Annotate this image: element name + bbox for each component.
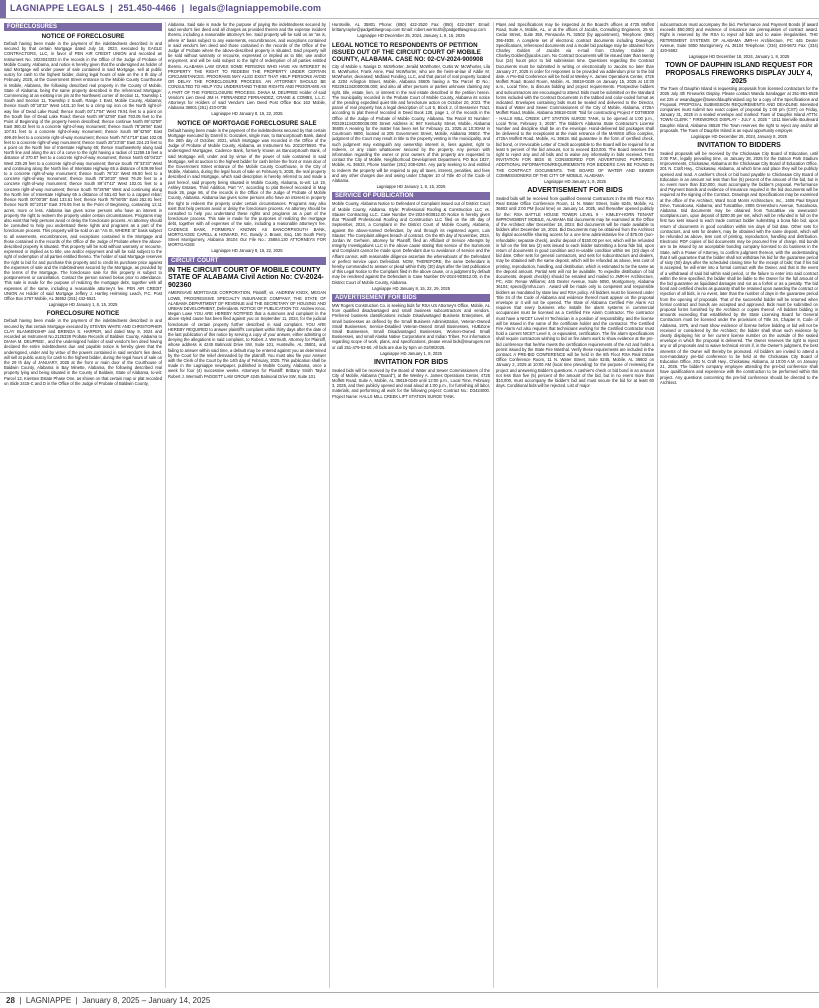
notice-publication-line: Lagniappe HD December 25, 2024, January 8, 2025 xyxy=(691,134,787,140)
header-phone: 251.450-4466 xyxy=(118,3,177,13)
notice-title: TOWN OF DAUPHIN ISLAND REQUEST FOR PROPOSALS FIREWORKS DISPLAY JULY 4, 2025 xyxy=(665,62,813,85)
page-header xyxy=(0,0,819,19)
section-band-service-of-publication: SERVICE OF PUBLICATION xyxy=(332,192,490,200)
notice-body: Mobile County, Alabama Notice to Defendant of Complaint issued out of District Court of Mobile County, Alabama. Style: Professional Roofing & Construction LLC vs. Stauter Contracting LLC. Case Number DV-2024-903812.00 Notice is hereby given that "Plaintiff Professional Roofing and Construction LLC filed on the 4th day of September, 2024, a Complaint in the District Court of Mobile County, Alabama, against the above-named Defendant, by and through its registered agent, Lois Stauter. The Complaint alleges breach of contract. On the 6th day of November, 2024, Jordan W. Gerheim, attorney for Plaintiff, filed an Affidavit of Service Attempts by Integrity Investigations LLC in the above cause stating that service of the Summons and Complaint cannot be made upon Defendant due to avoidance of service and the Affiant cannot, with reasonable diligence ascertain the whereabouts of the Defendant or perfect service upon Defendant. NOW, THEREFORE, the same Defendant is hereby commanded to answer or plead within thirty (30) days after the last publication of this Legal Notice to the Complaint filed in the above cause, or a judgment by default may be rendered against the Defendant in Case Number DV-2024-903812.00, in the District Court of Mobile County, Alabama. xyxy=(332,201,490,285)
column-4 xyxy=(496,22,654,990)
section-band-advertisement-for-bids: ADVERTISEMENT FOR BIDS xyxy=(332,294,490,302)
header-accent-bar xyxy=(0,0,6,18)
header-text: LAGNIAPPE LEGALS | 251.450-4466 | legals@lagniappemobile.com xyxy=(10,3,322,13)
notice-publication-line: Lagniappe HD January 1, 8, 2025 xyxy=(380,350,442,356)
court-title: IN THE CIRCUIT COURT OF MOBILE COUNTY STATE OF ALABAMA Civil Action No: CV-2024-902360 xyxy=(168,266,324,289)
notice-body: Sealed bids will be received from qualified General Contractors in the 8th Floor RSA Real Estate Office Conference Room, 11 N. Water Street, Suite 8245, Mobile, AL 36602 until 2:00 PM (local time) on January 14, 2025, and thereafter opened publicly for the: RSA BATTLE HOUSE TOWER LEVEL 9 - KIMLEY-HORN TENANT IMPROVEMENT MOBILE, ALABAMA Bid documents may be examined at the Office of the Architect after December 18, 2024. Bid documents will be made available to bidders after December 18, 2024. Bid Documents may be obtained from the Architect by digital access/file sharing access for a one time administrative fee of $75.00 (non-refundable; separate check), and/or deposit of $150.00 per set, which will be refunded in full on the first two (2) sets issued to each bidder submitting a bona fide bid, upon return of documents in good condition and re-usable condition within ten (10) days of bid date. Other sets for general contractors, and sets for subcontractors and dealers, may be obtained with the same deposit, which will be refunded as above, less cost of printing, reproduction, handling, and distribution, which is estimated to be the same as the deposit amount. Partial sets will not be available. To expedite distribution of bid documents, deposit check(s) should be emailed and mailed to JMR+H Architecture, PC, Attn: Renae Williams; 445 Dexter Avenue, Suite 5050, Montgomery, Alabama 36104; specs@jmrha.com . Award will be made only to competent and responsible bidders as mandated by state law and RSA policy. All bidders must be licensed under Title 34 of the Code of Alabama and evidence thereof must appear on the proposal envelope or it will not be opened. The State of Alabama Certified Fire Alarm Act requires that every business who installs fire alarm systems in commercial occupancies must be licensed as a Certified Fire Alarm Contractor. The contractor must have a NICET Level III Technician in a position of responsibility, and the license will be issued in the name of the certificate holder and the contractor. The Certified Fire Alarm Act also requires that technicians working for the Certified Contractor must hold a current NICET Level II, or equivalent, certification. The fire alarm specifications shall require contractors wishing to bid on fire alarm work to show evidence at the pre-bid conference that he/she meets the certification requirements of the Act and holds a permit issued by the State Fire Marshal. Verify these requirements are included in the contract. A PRE-BID CONFERENCE will be held in the 8th Floor RSA Real Estate Office Conference Room, 11 N. Water Street, Suite 8245, Mobile, AL 36602 on January 2, 2025 at 10:00 AM (local time prevailing) for the purpose of reviewing the project and answering Bidder's questions. A cashier's check or bid bond in an amount not less than five (5) percent of the amount of the bid, but in no event more than $10,000, must accompany the bidder's bid and must secure the bid for at least 60 days. Conditional bids will be rejected. List of major xyxy=(496,195,654,389)
column-3 xyxy=(332,22,490,990)
notice-body: MW Rogers Construction Co. is seeking bids for RSA US Attorney's Office, Mobile, AL from qualified disadvantaged and small business subcontractors and vendors. Preferred business classifications include Disadvantaged Business Enterprises, all small businesses as defined by the Small Business Administration, Veteran-Owned Small Businesses, Service-Disabled Veteran-Owned Small Businesses, HUBZone Small Businesses, Small Disadvantaged Businesses, Women-Owned Small Businesses, and small Alaska Native Corporations and Indian Tribes. For information regarding scope of work, plans, and specifications, please email bids@mwrogers.net or call 251-479-53-50. All bids are due by 5pm on 01/08/2025. xyxy=(332,302,490,350)
notice-publication-line: Lagniappe HD January 1, 8, 15, 2025 xyxy=(376,184,446,190)
notice-body: Huntsville, AL 35801 Phone: (850) 422-2520 Fax: (850) 422-2567 Email: brittany.taylor@padgettlawgroup.com Email: robert.wermuth@padgettlawgroup.com xyxy=(332,22,490,33)
notice-title: ADVERTISEMENT FOR BIDS xyxy=(527,187,623,195)
notice-body: Default having been made in the payment of the indebtedness secured by that certain Mortgage executed by Darrell S. Gonzales, single man, to BancorpSouth Bank, dated the 26th day of October, 2021, which Mortgage was recorded in the Office of the Judge of Probate of Mobile County, Alabama, as Instrument No. 2021075593. The undersigned Mortgagee, Cadence Bank, formerly known as BancorpSouth Bank, of said Mortgage will, under and by virtue of the power of sale contained in said Mortgage, sell at auction to the highest bidder for cash before the front or main door of the Government Street entrance of the Mobile County Courthouse, in the City of Mobile, Alabama, during the legal hours of sale on February 5, 2025, the real property described in said Mortgage, which said description is hereby referred to and made a part hereof, said property being situated in Mobile County, Alabama, to-wit: Lot 19, Ashley Estates, Third Addition, Part "A", according to plat thereof recorded in Map Book 26, page 86, of the records in the Office of the Judge of Probate of Mobile County, Alabama. Alabama law gives some persons who have an interest in property the right to redeem the property under certain circumstances. Programs may also exist that help persons avoid or delay the foreclosure process. An attorney should be consulted to help you understand these rights and programs as a part of the foreclosure process. This sale is made for the purposes of realizing the mortgage debt, together with all expenses of the sale, including a reasonable attorney's fee. CADENCE BANK, FORMERLY KNOWN AS BANCORPSOUTH BANK, MORTGAGEE CAPELL & HOWARD, P.C. Bowdy J. Brown, Esq. 150 South Perry Street Montgomery, Alabama 36104 Our File No.: 25884.130 ATTORNEYS FOR MORTGAGEE xyxy=(168,127,326,248)
notice-body: Sealed bids will be received by the Board of Water and Sewer Commissioners of the City of Mobile, Alabama ("Board"), at the Wesley A. James Operations Center, 4725 Moffett Road, Suite A, Mobile, AL 36618-0249 until 12:00 p.m., Local Time, February 3, 2025, and then publicly opened and read aloud at 1:00 p.m., for furnishing all labor, materials, and performing all work for the following project: Contract No.: D3424000. Project Name: HALLS MILL CREEK LIFT STATION SURGE TANK. xyxy=(332,367,490,399)
notice-body: Sealed proposals will be received by the Chickasaw City Board of Education, until 2:00 P.M., legally prevailing time, on January 28, 2025 for the Datson Park Stadium Improvements, Chickasaw, Alabama at the Chickasaw City Board of Education Office, 201 N. Craft Hwy., Chickasaw, Alabama, at which time and place they will be publicly opened and read. A cashier's check or bid bond payable to Chickasaw City Board of Education in an amount not less than five (5) percent of the amount of the bid, but in no event more than $10,000, must accompany the bidder's proposal. Performance and Payment Bonds and evidence of insurance required in the bid documents will be required at the signing of the Contract. Drawings and Specifications may be examined at the office of the Architect, Ward Scott Morris Architecture, Inc., 1606 Paul Bryant Drive, Tuscaloosa, Alabama, and TuscaBlue, 2806 Greensboro Avenue, Tuscaloosa, Alabama. Bid documents may be obtained from TuscaBlue via www.ward-scottplans.com, upon deposit of $200.00 per set, which will be refunded in full on the first two sets issued to each trade contract bidder submitting a bona fide bid, upon return of documents in good condition within ten days of bid date. Other sets for contractors, and sets for dealers, may be obtained with the same deposit, which will be refunded as above, less cost of printing, reproduction, handling and distribution. Electronic PDF copies of bid documents may be procured free of charge. Bid bonds are to be issued by an acceptable bonding company licensed to do business in the State, with a Power of Attorney, to confirm judgment thereon, with the understanding that it will guarantee that the bidder shall not withdraw his bid for the guarantee period of sixty (60) days after the scheduled closing time for the receipt of bids; that if his bid is accepted, he will enter into a formal contract with the Owner, and that in the event of a withdrawal of said bid within said period, or the failure to enter into said contract within the time specified, the bidder shall be liable to the Owner for the full amount of the bid guarantee as liquidated damages and not as a forfeit or as a penalty. The bid bond and certified checks as guaranty shall be retained upon awarding the contract or rejection of all bids, in no event, later than the number of days in the guarantee period from the opening of proposals. That of the successful bidder will be returned when formal contract and bonds are accepted and approved. Bids must be submitted on proposal forms furnished by the Architect or copies thereof. All bidders bidding in amounts exceeding that established by the State Licensing Board for General Contractors must be licensed under the provisions of Title 34, Chapter 8, Code of Alabama, 1975, and must show evidence of license before bidding or bid will not be received or considered by the Architect; the bidder shall show such evidence by clearly displaying his or her current license number on the outside of the sealed envelope in which the proposal is delivered. The Owner reserves the right to reject any or all proposals and to waive technical errors if, in the Owner's judgment, the best interests of the Owner will thereby be promoted. All bidders are invited to attend a non-mandatory pre-bid conference to be held at the Chickasaw City Board of Education Office, 201 N. Craft Hwy., Chickasaw, Alabama, at 10:00 A.M. on January 21, 2025. The bidder's company employee attending the pre-bid conference shall have qualifications and experience with the construction to be performed within this project. Any questions concerning the pre-bid conference should be directed to the Architect. xyxy=(660,150,818,385)
page-footer xyxy=(0,992,819,1008)
header-email: legals@lagniappemobile.com xyxy=(189,3,322,13)
notice-title: NOTICE OF FORECLOSURE xyxy=(41,33,125,40)
column-5 xyxy=(660,22,818,990)
notice-publication-line: Lagniappe HD January 8, 15, 22, 2025 xyxy=(211,111,283,117)
notice-title: LEGAL NOTICE TO RESPONDENTS OF PETITION ISSUED OUT OF THE CIRCUIT COURT OF MOBILE COUNTY, ALABAMA. CASE NO: 02-CV-2024-900908 xyxy=(332,41,484,63)
section-band-foreclosures: FORECLOSURES xyxy=(4,23,162,31)
notice-publication-line: Lagniappe HD January 8, 15, 22, 29, 2025 xyxy=(371,285,451,291)
notice-title: FORECLOSURE NOTICE xyxy=(46,310,120,318)
notice-title: INVITATION TO BIDDERS xyxy=(697,142,781,150)
notice-title: INVITATION FOR BIDS xyxy=(373,358,449,366)
notice-body: Default having been made in the payment of the indebtedness described in and secured by that certain Mortgage dated July 18, 2023, executed by EAGLE CONTRACTORS, LLC, in favor of PEN AIR CREDIT UNION and recorded as Instrument No. 2023043333 in the records in the Office of the Judge of Probate of Mobile County, Alabama, and notice is hereby given that the undersigned as holder of said Mortgage will under power of sale contained in said Mortgage, sell at public outcry for cash to the highest bidder, during legal hours of sale on the 4 th day of February, 2025, at the Government Street entrance to the Mobile County Courthouse in Mobile, Alabama, the following described real property in the County of Mobile, State of Alabama, being the same property described in the referenced Mortgage: Commencing at an existing iron pin at the Northwest corner of Section 11, Township 1 South and Section 11, Township 2 South, Range 1 East, Mobile County, Alabama; thence South 00°18'32" West 1431.10 feet to a crimp top iron on the North right-of-way line of Dead Lake Road; thence South 00°17'04" West 79.91 feet to a point on the South line of Dead Lake Road; thence North 89°42'59" East 793.05 feet to the Point of Beginning of the property herein described; thence continue North 89°42'59" East 380.42 feet to a concrete right-of-way monument; thence South 78°26'56" East 107.81 feet to a concrete right-of-way monument; thence South 89°42'59" East 499.49 feet to a concrete right-of-way monument; thence North 78°47'19" East 102.05 feet to a concrete right-of-way monument; thence South 28°23'46" East 224.23 feet to a point on the North line of Interstate Highway 65; thence Southwesterly along said North line and along the arc of a curve to the right having a radius of 11259.16 feet a distance of 370.67 feet to a concrete right-of-way monument; thence North 65°04'22" West 235.29 feet to a concrete right-of-way monument; thence South 78°33'33" West and continuing along the North line of Interstate Highway 65 a distance of 639.99 feet to a concrete right-of-way monument; thence South 78°22' West 85.50 feet to a concrete right-of-way monument; thence South 78°26'20" West 76.29 feet to a concrete right-of-way monument; thence South 89°47'42" West 102.01 feet to a concrete right-of-way monument; thence South 78°26'56" West and continuing along the North line of Interstate Highway 65 a distance of 551.63 feet to a capped rebar; thence North 00°00'39" East 133.61 feet; thence North 78°56'05" East 252.91 feet; thence North 00°19'16" East 376.05 feet to the Point of Beginning, containing 12.11 acres, more or less. Alabama law gives some persons who have an interest in property the right to redeem the property under certain circumstances. Programs may also exist that help persons avoid or delay the foreclosure process. An attorney should be consulted to help you understand these rights and programs as a part of the foreclosure process. This property will be sold on an "AS IS, WHERE IS" basis subject to all easements, encumbrances, and exceptions contained in the Mortgage and those contained in the records of the Office of the Judge of Probate where the above-described property is situated. This property will be sold without warranty or recourse, expressed or implied as to title, use and/or enjoyment and will be sold subject to the right of redemption of all parties entitled thereto. The holder of said Mortgage reserves the right to bid for and purchase this property and to credit its purchase price against the expenses of sale and the indebtedness secured by the Mortgage, as provided by the terms of the Mortgage. The foreclosure sale for this property is subject to postponement or cancellation. Contact the person named below prior to attendance. This sale is made for the purpose of realizing the mortgage debt, together with all expenses of the same, including a reasonable attorney's fee. PEN AIR CREDIT UNION As Holder of said Mortgage Jeffery J. Hartley Helmsing Leach, P.C. Post Office Box 2767 Mobile, AL 36652 (251) 432-5521 xyxy=(4,41,162,301)
page-number: 28 xyxy=(6,996,15,1005)
notice-publication-line: Lagniappe HD January 8, 15, 22, 2025 xyxy=(211,248,283,254)
section-band-circuit-court: CIRCUIT COURT xyxy=(168,257,326,265)
notice-publication-line: Lagniappe HD January 1, 8, 15, 2025 xyxy=(48,302,118,308)
notice-body: Plans and Specifications may be inspected at the Board's offices at 4725 Moffett Road, Suite A, Mobile, AL, or at the offices of Jacobs, Consulting Engineers, 25 W. Cedar Street, Suite 350, Pensacola FL 32502 (by appointment), Telephone: (850) 396-4938. A complete set of electronic contract documents including Drawings, Specifications, referenced documents and a model bid package may be obtained from Charley Golden of Jacobs via e-mail from Charley Golden at Charley.Golden@jacobs.com. No Contract Documents will be issued later than twenty four (24) hours prior to bid submission time. Questions regarding the Contract Documents must be submitted in writing or electronically to Jacobs no later than January 27, 2025 in order for responses to be provided via addendum prior to the bid date. A Pre-Bid Conference will be held at Wesley A. James Operations Center, 4725 Moffett Road, Board Room, Mobile, AL 36618-0249 on January 15, 2025 at 10:30 a.m., Local Time, to discuss bidding and project requirements. Prospective bidders and subcontractors are encouraged to attend. Bids must be submitted on the standard forms included with the Contract Documents in the tabbed and color-coded format as indicated. Envelopes containing bids must be sealed and delivered to the Director, Board of Water and Sewer Commissioners of the City of Mobile, Alabama, 4725A Moffett Road, Mobile, Alabama 36618-0249: "Bid for constructing Project # D3788300 - HALLS MILL CREEK LIFT STATION SURGE TANK, to be opened at 1:00 p.m., Local Time, February 3, 2025". The Bidder's Alabama State Contractor's License Number and discipline shall be on the envelope. Hand-delivered bid packages shall be delivered to the receptionist at the main entrance of the MAWSS office complex, 4725A Moffett Road, Mobile, AL 36618. Bid guarantee in the form of certified check, bid bond, or Irrevocable Letter of Credit acceptable to the Board will be required for at least 5 percent of the bid amount, not to exceed $10,000. The Board reserves the right to reject any and all bids and to waive any informality in bids received. THIS INVITATION FOR BIDS IS CONSIDERED FOR ADVERTISING PURPOSES. ADDITIONAL INFORMATION/REQUIREMENTS FOR BIDDERS CAN BE FOUND IN THE CONTRACT DOCUMENTS. THE BOARD OF WATER AND SEWER COMMISSIONERS OF THE CITY OF MOBILE, ALABAMA xyxy=(496,22,654,178)
notice-title: NOTICE OF MORTGAGE FORECLOSURE SALE xyxy=(177,119,317,127)
issue-dates: January 8, 2025 – January 14, 2025 xyxy=(82,996,211,1005)
notice-publication-line: Lagniappe HD December 18, 2024, January 1, 8, 2025 xyxy=(688,54,790,60)
notice-body: Alabama. Said sale is made for the purpose of paying the indebtedness secured by said vendor's lien deed and all charges as provided therein and the expense incident thereto, including a reasonable attorney's fee. Said property will be sold on an "as is, where is" basis subject to any easements, encumbrances, and exceptions contained in said vendor's lien deed and those contained in the records of the Office of the Judge of Probate where the above-described property is situated. Said property will be sold without warranty or recourse, expressed or implied as to title, use and/or enjoyment, and will be sold subject to the right of redemption of all parties entitled thereto. ALABAMA LAW GIVES SOME PERSONS WHO HAVE AN INTEREST IN PROPERTY THE RIGHT TO REDEEM THE PROPERTY UNDER CERTAIN CIRCUMSTANCES. PROGRAMS MAY ALSO EXIST THAT HELP PERSONS AVOID OR DELAY THE FORECLOSURE PROCESS. AN ATTORNEY SHOULD BE CONSULTED TO HELP YOU UNDERSTAND THESE RIGHTS AND PROGRAMS AS A PART OF THE FORECLOSURE PROCESS. DIANA M. DEUPREE Holder of said Vendor's Lien Deed JIM H. FERNANDEZ FERNANDEZ, CRANE & COMBS, L.L.C. Attorneys for Holders of said Vendor's Lien Deed Post Office Box 162 Mobile, Alabama 36601 (251) 433-0738 xyxy=(168,22,326,111)
legal-columns xyxy=(2,22,817,990)
notice-publication-line: Lagniappe HD December 25, 2024, January 1, 8, 15, 2025 xyxy=(357,33,465,39)
column-2 xyxy=(168,22,326,990)
notice-publication-line: Lagniappe HD January 1, 8, 2025 xyxy=(544,179,606,185)
notice-body: The Town of Dauphin Island is requesting proposals from licensed contractors for the 2025 July 4th Fireworks Display. Please contact Wanda Sandagger at 251-861-5525 ext 225 or wsandagger@townofdauphinisland.org for a copy of the Specifications and Proposal. PROPOSAL SUBMISSION REQUIREMENTS AND DEADLINE Interested companies must submit two exact copies of proposal by 1:00 pm (CST) on Friday, January 31, 2025 in a sealed envelope and marked: Town of Dauphin Island ATTN: TOWN CLERK " FIREWORKS DISPLAY - JULY 4, 2025 " 1011 Bienville Boulevard Dauphin Island, Alabama 36528 The Town reserves the right to reject any and/or all proposals. The Town of Dauphin Island is an equal opportunity employer. xyxy=(660,86,818,133)
notice-body: AMERISAVE MORTGAGE CORPORATION, Plaintiff, vs. ANDREW KNOX, MEGAN LOWE, PROGRESSIVE SPECIALTY INSURANCE COMPANY, THE STATE OF ALABAMA DEPARTMENT OF REVENUE and THE SECRETARY OF HOUSING AND URBAN DEVELOPMENT, Defendants. NOTICE OF PUBLICATION TO: Andrew Knox, Megan Lowe YOU ARE HEREBY NOTIFIED that a summons and complaint in the above styled cause has been filed against you on September 11, 2024, for the judicial foreclosure of certain property further described in said complaint. YOU ARE HEREBY REQUIRED to answer plaintiff's complaint within thirty days after the date of the last publication of this notice by serving a copy of your answer, either admitting or denying the allegations in said complaint, to Robert J. Wermuth, Attorney for Plaintiff, whose address is 4245 Balmoral Drive SW, Suite 101, Huntsville, AL 35801, and failing to answer within said time, a default may be entered against you as determined by the Court for the relief demanded by the plaintiff. You must also file your Answer with the Clerk of the Court by the 14th day of February, 2025. This publication shall be made in the Lagniappe newspaper, published in Mobile County, Alabama, once a week for four (4) successive weeks. Attorneys for Plaintiff: Brittany Smith Taylor Robert J. Wermuth PADGETT LAW GROUP 4245 Balmoral Drive SW, Suite 101 xyxy=(168,290,326,379)
column-1 xyxy=(4,22,162,990)
footer-text: 28 | LAGNIAPPE | January 8, 2025 – January 14, 2025 xyxy=(6,996,211,1005)
notice-body: Default having been made in the payment of the indebtedness described in and secured by that certain Mortgage executed by STEVEN WHITE AND CHRISTOPHER CLAY BLANKENSHIP and BRENDA S. HARPER, and dated May 9, 2024 and recorded as Instrument No.2125328 Probate Records of Baldwin County, Alabama to DIANA M. DEUPREE , and the undersigned holder of said vendor's lien deed having declared the entire indebtedness due and payable notice is hereby given that the undersigned, under and by virtue of the powers contained in said vendor's lien deed, will sell at public outcry for cash to the highest bidder, during the legal hours of sale on the 29 th day of JANUARY, 2025 at the front or main door of the Courthouse of Baldwin County, Alabama in Bay Minette, Alabama, the following described real property lying and being situated in the County of Baldwin, State of Alabama, to-wit: Parcel 12, Kiersten Estate Phase One, as shown on that certain map or plat recorded on Slide 2415-C and D in the Office of the Judge of Probate of Baldwin County, xyxy=(4,318,162,386)
notice-body: subcontractors must accompany the bid. Performance and Payment Bonds (if award exceeds $50,000) and evidence of insurance are prerequisites of contract award. Right is reserved by the RSA to reject all bids and to waive irregularities. THE RETIREMENT SYSTEMS OF ALABAMA JMR+H Architecture, PC 445 Dexter Avenue, Suite 5050 Montgomery, AL 36104 Telephone: (334) 420-5672 Fax: (334) 420-5692 xyxy=(660,22,818,54)
section-name: LAGNIAPPE LEGALS xyxy=(10,3,105,13)
publication-name: LAGNIAPPE xyxy=(25,996,72,1005)
notice-body: City of Mobile v. Nanigs D. McWhorter, Jeraild McWhorter, Curtis W. McWhorter, Lila B. McWhorter, Frank Anne, Paul McWhorter, who are the heirs-at-law of Addie M. McWhorter, deceased; Midland Funding, LLC, and that parcel of real property located at 2204 Arlington Street, Mobile, Alabama 36605 having a Tax Parcel ID No.: R022911342000036.000; and also all other persons or parties unknown claiming any right, title, estate, lien, or interest in the real estate described in the petition herein. The municipality recorded in the Probate Court of Mobile County, Alabama its notice of the pending expedited quiet title and foreclosure action on October 20, 2023. The parcel of real property has a legal description of: Lot 5, Block 2, of Bessemer Tract, according to plat thereof recorded in Deed Book 128, page 1, of the records in the Office of the Judge of Probate of Mobile County, Alabama. Tax Parcel ID Number: R022911342000036.000 Street Address is: 967 Kentucky Street, Mobile, Alabama 36605 A Hearing for the matter has been set for February 21, 2025 at 10:30AM in Courtroom 8600, located at 205 Government Street, Mobile, Alabama 36602. The judgment of the Court may result in title to the property vesting in the municipality, and such judgment may extinguish any ownership interest in, liens against, right to redeem, or any claim whatsoever secured by the property. Any person with information regarding the owner or prior owners of this property are requested to contact the City of Mobile, Neighborhood Development Department, PO Box 1827, Mobile, AL 36633, Phone Number (251) 208-6294. Any party seeking to and entitled to redeem the property will be required to pay all taxes, interest, penalties, and fees and any other charges due and owing under Chapter 10 of Title 40 of the Code of Alabama. xyxy=(332,63,490,184)
